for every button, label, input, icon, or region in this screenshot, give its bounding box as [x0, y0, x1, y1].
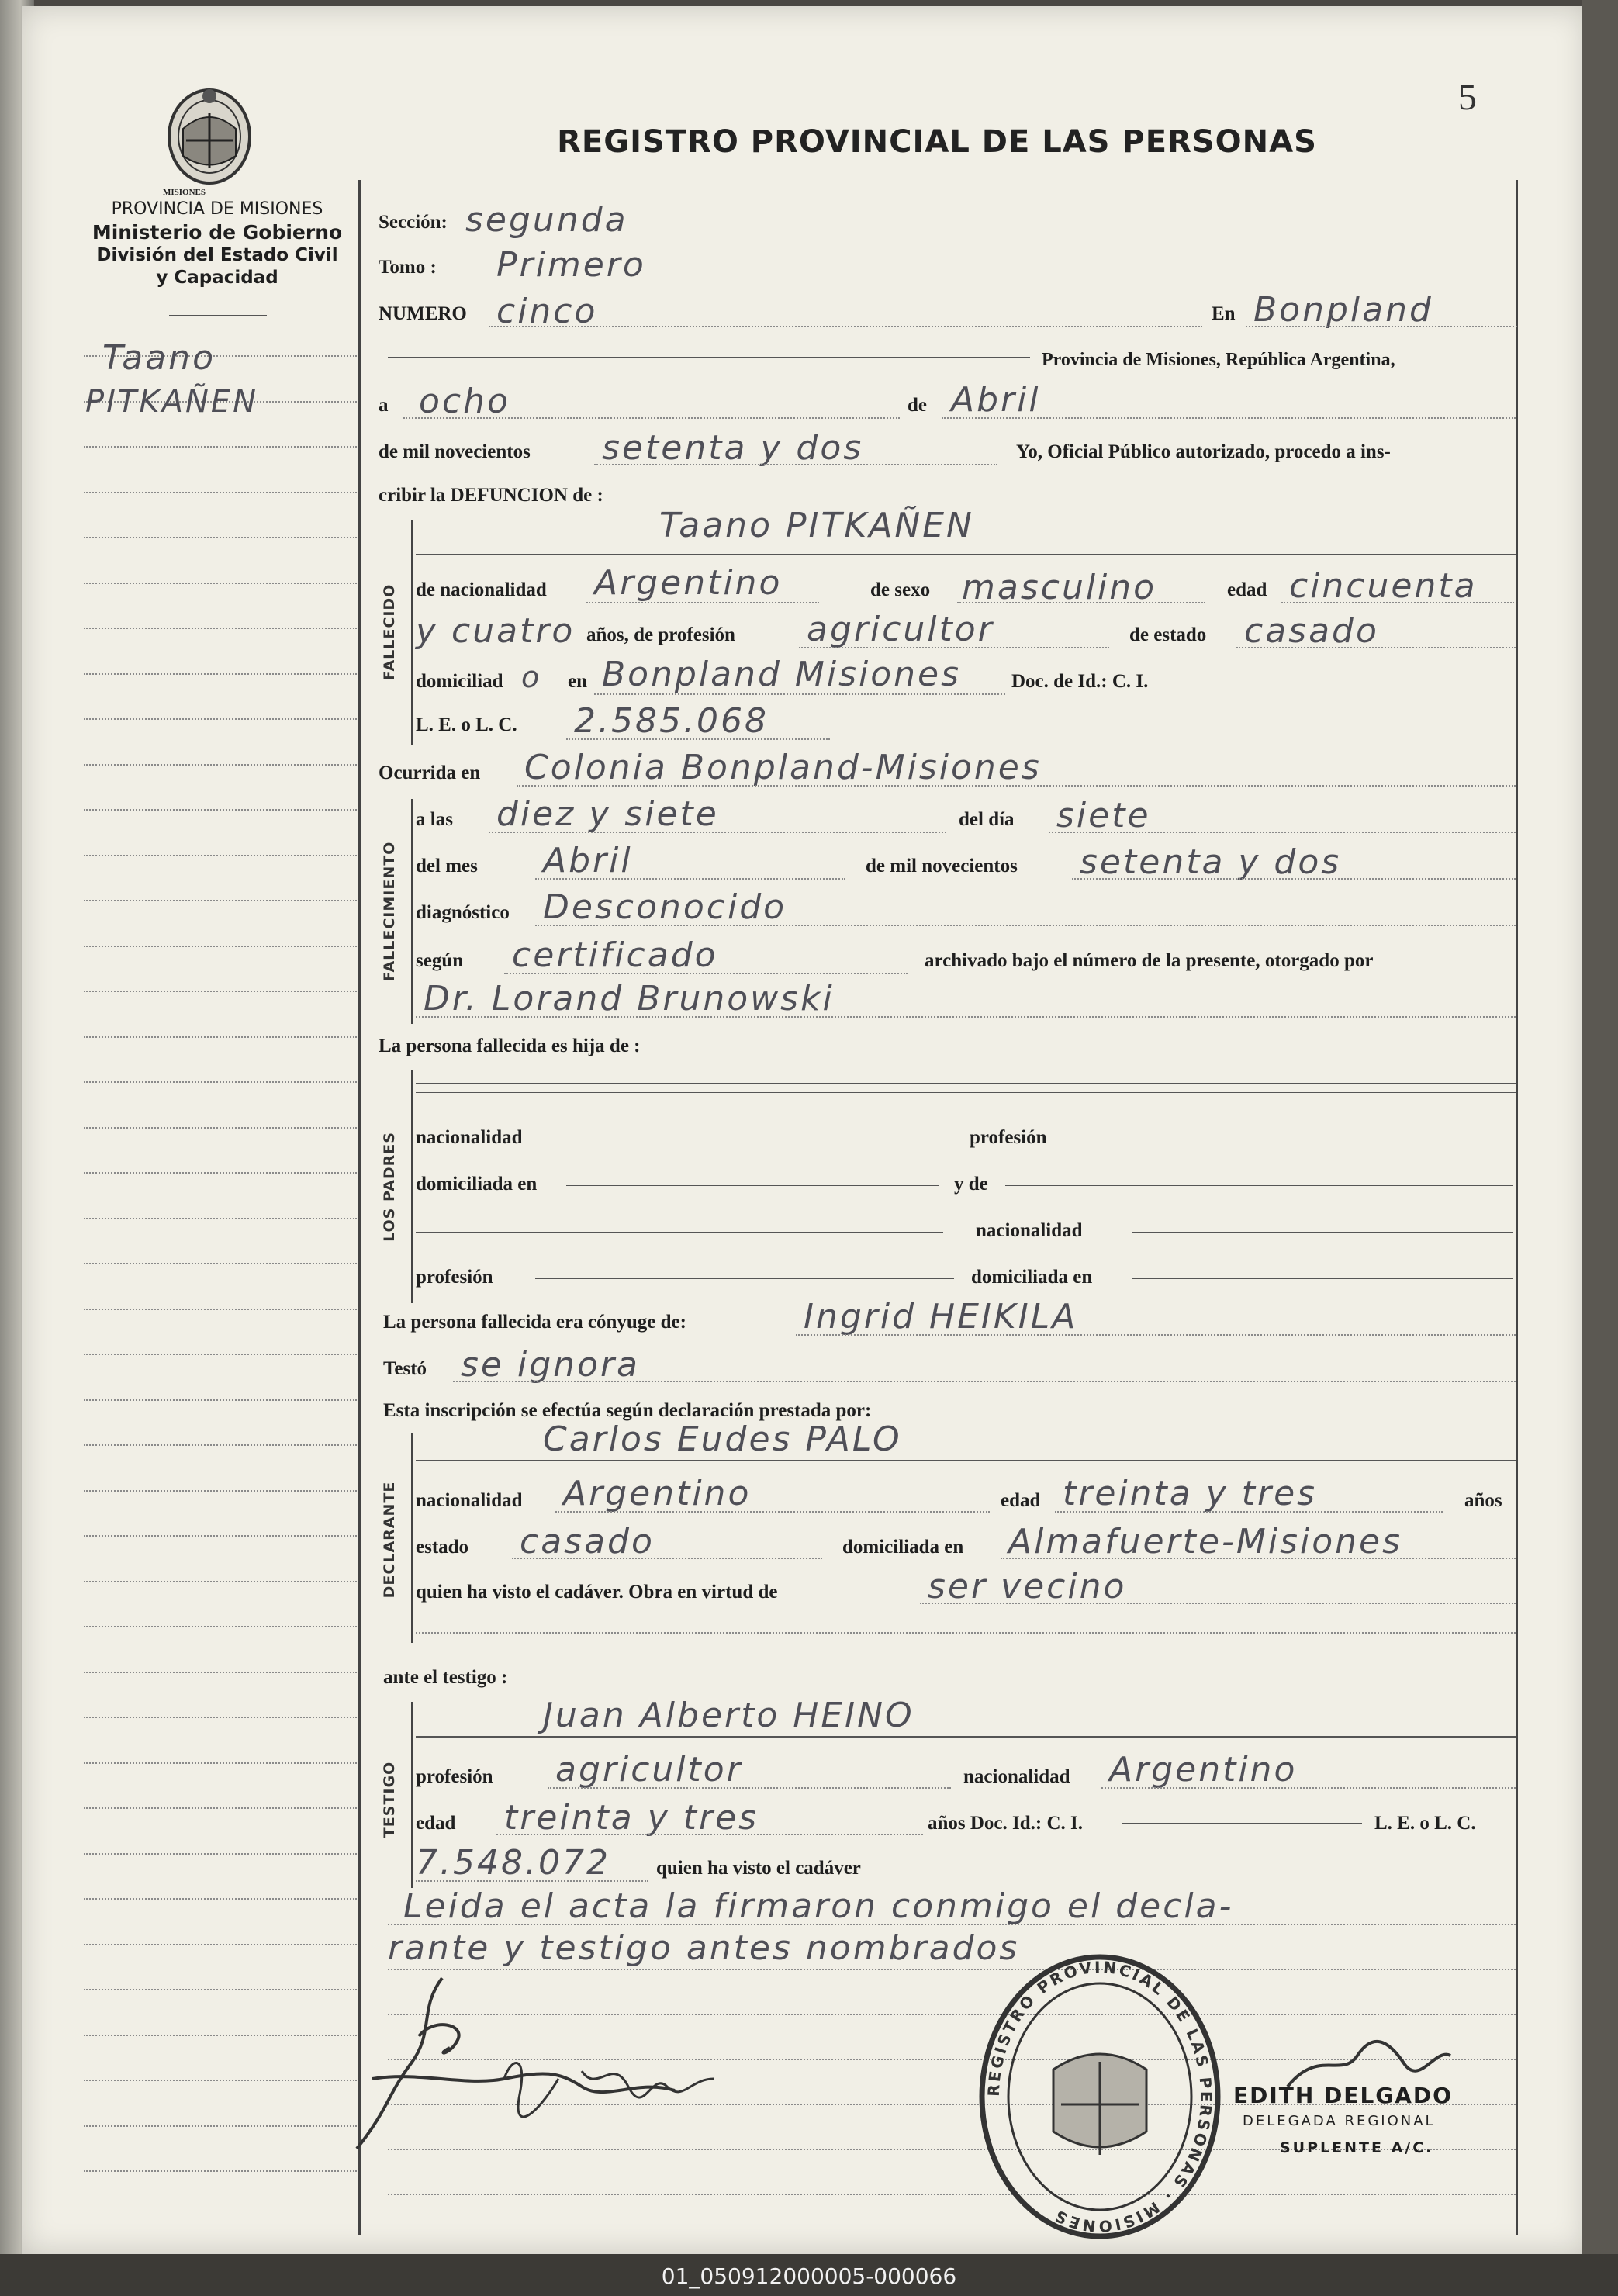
- declarante-bracket: [411, 1433, 413, 1643]
- anos-profesion-label: años, de profesión: [586, 624, 735, 645]
- official-role-2: SUPLENTE A/C.: [1280, 2139, 1434, 2156]
- provincial-crest-icon: [160, 82, 259, 191]
- del-mes-label: del mes: [416, 856, 478, 877]
- le-lc-2-label: L. E. o L. C.: [1374, 1813, 1476, 1834]
- dia-value: ocho: [419, 382, 510, 421]
- test-nacionalidad-label: nacionalidad: [963, 1766, 1070, 1787]
- en-label-2: en: [568, 671, 587, 692]
- edad-label: edad: [1227, 579, 1267, 600]
- test-nacionalidad-value: Argentino: [1109, 1750, 1298, 1789]
- cribir-label: cribir la DEFUNCION de :: [379, 485, 603, 506]
- medico-value: Dr. Lorand Brunowski: [424, 979, 835, 1018]
- padres-domiciliada-label: domiciliada en: [416, 1174, 538, 1195]
- margin-divider: [358, 180, 361, 2235]
- testigo-name: Juan Alberto HEINO: [543, 1696, 914, 1735]
- right-border: [1516, 180, 1518, 2235]
- decl-nacionalidad-value: Argentino: [563, 1474, 752, 1513]
- estado-line: [1236, 647, 1516, 648]
- margin-ruled-line: [84, 1807, 357, 1809]
- sexo-line: [957, 602, 1205, 603]
- dia-fallec-value: siete: [1056, 796, 1151, 835]
- margin-ruled-line: [84, 1309, 357, 1310]
- y-de-line: [1005, 1185, 1513, 1186]
- margin-ruled-line: [84, 1626, 357, 1627]
- crest-label: MISIONES: [163, 188, 206, 197]
- nacionalidad-line: [586, 602, 819, 603]
- de-label: de: [908, 395, 927, 416]
- padres-domiciliada-2-line: [1132, 1278, 1513, 1279]
- test-le-line: [416, 1880, 648, 1882]
- decl-edad-line: [1055, 1511, 1443, 1513]
- fallecimiento-caption: FALLECIMIENTO: [381, 841, 398, 982]
- estado-label: de estado: [1129, 624, 1207, 645]
- quien-visto-2-label: quien ha visto el cadáver: [656, 1858, 861, 1879]
- le-lc-value: 2.585.068: [574, 701, 769, 741]
- inscripcion-label: Esta inscripción se efectúa según declaración prestada por:: [383, 1400, 872, 1421]
- diagnostico-line: [535, 925, 1516, 926]
- ministry-line-1: PROVINCIA DE MISIONES: [111, 199, 323, 219]
- domicilio-value: Bonpland Misiones: [602, 655, 962, 694]
- testo-label: Testó: [383, 1358, 427, 1379]
- de-mil-label: de mil novecientos: [379, 441, 531, 462]
- margin-ruled-line: [84, 673, 357, 675]
- conyuge-label: La persona fallecida era cónyuge de:: [383, 1312, 686, 1333]
- anos-label: años: [1464, 1490, 1502, 1511]
- decl-estado-value: casado: [520, 1522, 655, 1561]
- declarante-name-line: [416, 1460, 1516, 1461]
- official-name: EDITH DELGADO: [1233, 2083, 1453, 2108]
- witness-signatures-icon: [326, 1962, 760, 2156]
- margin-ruled-line: [84, 1535, 357, 1537]
- margin-name-line-2: PITKAÑEN: [85, 384, 259, 420]
- margin-ruled-line: [84, 1717, 357, 1718]
- provincia-label: Provincia de Misiones, República Argentina,: [1042, 350, 1395, 370]
- padres-domiciliada-line: [566, 1185, 939, 1186]
- a-las-label: a las: [416, 809, 453, 830]
- domiciliado-label: domiciliad: [416, 671, 503, 692]
- anio-fallec-line: [1072, 878, 1516, 880]
- margin-ruled-line: [84, 492, 357, 493]
- margin-name-line-1: Taano: [102, 338, 216, 378]
- decl-estado-label: estado: [416, 1537, 469, 1558]
- ante-testigo-label: ante el testigo :: [383, 1667, 508, 1688]
- test-profesion-value: agricultor: [555, 1750, 743, 1789]
- ocurrida-label: Ocurrida en: [379, 762, 481, 783]
- dia-line: [403, 417, 900, 419]
- document-title: REGISTRO PROVINCIAL DE LAS PERSONAS: [557, 124, 1317, 160]
- padres-nacionalidad-label: nacionalidad: [416, 1127, 523, 1148]
- fallecido-caption: FALLECIDO: [381, 583, 398, 681]
- dia-fallec-line: [1049, 832, 1516, 833]
- margin-ruled-line: [84, 1127, 357, 1129]
- margin-ruled-line: [84, 1036, 357, 1038]
- medico-line: [416, 1016, 1516, 1018]
- anio-value: setenta y dos: [602, 428, 864, 468]
- diagnostico-label: diagnóstico: [416, 902, 510, 923]
- test-edad-value: treinta y tres: [504, 1798, 759, 1838]
- margin-ruled-line: [84, 2035, 357, 2036]
- archivado-label: archivado bajo el número de la presente, otorgado por: [925, 950, 1374, 971]
- fallecimiento-bracket: [411, 799, 413, 1024]
- margin-ruled-line: [84, 1172, 357, 1174]
- margin-ruled-line: [84, 1672, 357, 1673]
- test-profesion-line: [548, 1787, 951, 1789]
- en-label: En: [1212, 303, 1236, 324]
- margin-ruled-line: [84, 764, 357, 766]
- margin-ruled-line: [84, 1989, 357, 1990]
- padres-caption: LOS PADRES: [381, 1132, 398, 1242]
- ocurrida-line: [517, 785, 1516, 787]
- profesion-value: agricultor: [807, 610, 994, 649]
- decl-domicilio-value: Almafuerte-Misiones: [1008, 1522, 1403, 1561]
- numero-value: cinco: [496, 292, 598, 331]
- declarante-caption: DECLARANTE: [381, 1481, 398, 1599]
- margin-ruled-line: [84, 1898, 357, 1900]
- ministry-line-2: Ministerio de Gobierno: [92, 220, 343, 244]
- padre-name-line-2: [416, 1092, 1516, 1093]
- anio-fallec-value: setenta y dos: [1080, 842, 1342, 882]
- margin-ruled-line: [84, 809, 357, 811]
- margin-ruled-line: [84, 718, 357, 720]
- margin-ruled-line: [84, 1944, 357, 1945]
- note-line-1: Leida el acta la firmaron conmigo el decla-: [403, 1886, 1234, 1926]
- doc-id-label: Doc. de Id.: C. I.: [1011, 671, 1149, 692]
- margin-ruled-line: [84, 1399, 357, 1401]
- decl-nacionalidad-line: [555, 1511, 990, 1513]
- mes-value: Abril: [951, 380, 1041, 420]
- margin-ruled-line: [84, 991, 357, 992]
- declarante-name: Carlos Eudes PALO: [543, 1419, 902, 1459]
- margin-ruled-line: [84, 628, 357, 629]
- y-de-label: y de: [954, 1174, 988, 1195]
- ministry-line-4: y Capacidad: [156, 267, 278, 288]
- margin-ruled-line: [84, 2080, 357, 2081]
- note-line-2: rante y testigo antes nombrados: [388, 1928, 1020, 1968]
- margin-ruled-line: [84, 946, 357, 947]
- nacionalidad-value: Argentino: [594, 563, 783, 603]
- anio-line: [594, 464, 997, 465]
- fallecido-name-line: [416, 554, 1516, 555]
- margin-ruled-line: [84, 446, 357, 448]
- mes-line: [942, 417, 1516, 419]
- test-profesion-label: profesión: [416, 1766, 493, 1787]
- margin-ruled-line: [84, 2170, 357, 2172]
- ministry-heading: [70, 199, 365, 289]
- sexo-label: de sexo: [870, 579, 931, 600]
- padre-name-line-1: [416, 1083, 1516, 1084]
- padres-profesion-label: profesión: [970, 1127, 1047, 1148]
- del-dia-label: del día: [959, 809, 1015, 830]
- hija-de-label: La persona fallecida es hija de :: [379, 1036, 641, 1056]
- seccion-label: Sección:: [379, 212, 448, 233]
- lugar-line: [1246, 326, 1517, 327]
- fallecido-bracket: [411, 520, 413, 745]
- nacionalidad-label: de nacionalidad: [416, 579, 547, 600]
- mes-fallec-line: [535, 878, 845, 880]
- conyuge-value: Ingrid HEIKILA: [804, 1297, 1078, 1336]
- test-edad-line: [496, 1834, 923, 1835]
- seccion-value: segunda: [465, 200, 628, 240]
- ocurrida-value: Colonia Bonpland-Misiones: [524, 748, 1042, 787]
- quien-visto-label: quien ha visto el cadáver. Obra en virtud de: [416, 1582, 778, 1603]
- margin-ruled-line: [84, 1218, 357, 1219]
- testigo-bracket: [411, 1702, 413, 1888]
- blank-line: [388, 357, 1030, 358]
- test-le-value: 7.548.072: [416, 1843, 610, 1883]
- conyuge-line: [796, 1334, 1516, 1336]
- tomo-label: Tomo :: [379, 257, 437, 278]
- fallecido-name: Taano PITKAÑEN: [659, 506, 974, 545]
- decl-virtud-line: [920, 1603, 1516, 1604]
- note-ruled-line: [388, 2194, 1516, 2195]
- testo-line: [453, 1381, 1516, 1382]
- margin-ruled-line: [84, 1762, 357, 1764]
- padres-nacionalidad-2-label: nacionalidad: [976, 1220, 1083, 1241]
- ministry-line-3: División del Estado Civil: [96, 244, 338, 265]
- hora-line: [489, 832, 946, 833]
- ministry-underline: [169, 315, 267, 316]
- diagnostico-value: Desconocido: [543, 887, 787, 927]
- edad-line: [1281, 602, 1514, 603]
- file-id-label: 01_050912000005-000066: [661, 2263, 957, 2289]
- margin-ruled-line: [84, 1853, 357, 1855]
- estado-value: casado: [1244, 611, 1379, 651]
- margin-ruled-line: [84, 1490, 357, 1492]
- sexo-value: masculino: [962, 568, 1157, 607]
- official-role-1: DELEGADA REGIONAL: [1243, 2113, 1436, 2129]
- hora-value: diez y siete: [496, 794, 719, 834]
- decl-extra-line: [416, 1632, 1516, 1634]
- padres-profesion-2-label: profesión: [416, 1267, 493, 1288]
- decl-domiciliada-label: domiciliada en: [842, 1537, 964, 1558]
- margin-ruled-line: [84, 1263, 357, 1264]
- segun-line: [504, 973, 908, 974]
- margin-ruled-line: [84, 1081, 357, 1083]
- numero-label: NUMERO: [379, 303, 467, 324]
- margin-ruled-line: [84, 583, 357, 584]
- testo-value: se ignora: [461, 1345, 640, 1385]
- padres-nacionalidad-2-line: [1132, 1232, 1513, 1233]
- testigo-caption: TESTIGO: [381, 1761, 398, 1838]
- le-lc-line: [566, 738, 830, 740]
- margin-ruled-line: [84, 1354, 357, 1355]
- cover-edge: [1582, 0, 1618, 2296]
- official-seal-icon: [968, 1945, 1232, 2248]
- testigo-name-line: [416, 1736, 1516, 1738]
- test-edad-label: edad: [416, 1813, 456, 1834]
- domiciliado-suffix: o: [521, 660, 542, 694]
- decl-edad-value: treinta y tres: [1063, 1474, 1318, 1513]
- margin-ruled-line: [84, 2125, 357, 2127]
- test-nacionalidad-line: [1101, 1787, 1516, 1789]
- tomo-value: Primero: [496, 245, 646, 285]
- mes-fallec-value: Abril: [543, 841, 633, 880]
- lugar-value: Bonpland: [1253, 290, 1433, 330]
- margin-ruled-line: [84, 537, 357, 538]
- a-label: a: [379, 395, 389, 416]
- edad-value-2: y cuatro: [416, 611, 576, 651]
- padres-bracket: [411, 1070, 413, 1303]
- anos-doc-label: años Doc. Id.: C. I.: [928, 1813, 1084, 1834]
- decl-estado-line: [512, 1558, 822, 1559]
- margin-ruled-line: [84, 1444, 357, 1446]
- decl-domicilio-line: [1001, 1558, 1516, 1559]
- domicilio-line: [594, 693, 1005, 695]
- margin-ruled-line: [84, 1581, 357, 1582]
- madre-blank-line: [416, 1232, 943, 1233]
- yo-oficial-label: Yo, Oficial Público autorizado, procedo a ins-: [1016, 441, 1391, 462]
- margin-ruled-line: [84, 855, 357, 856]
- margin-ruled-line: [84, 900, 357, 901]
- numero-line: [489, 326, 1202, 327]
- seal-text: REGISTRO PROVINCIAL DE LAS PERSONAS · MISIONES: [984, 1957, 1216, 2236]
- padres-profesion-2-line: [535, 1278, 954, 1279]
- decl-virtud-value: ser vecino: [928, 1567, 1127, 1606]
- de-mil-2-label: de mil novecientos: [866, 856, 1018, 877]
- edad-value: cincuenta: [1289, 566, 1478, 606]
- decl-nacionalidad-label: nacionalidad: [416, 1490, 523, 1511]
- decl-edad-label: edad: [1001, 1490, 1041, 1511]
- le-lc-label: L. E. o L. C.: [416, 714, 517, 735]
- page-number: 5: [1458, 77, 1477, 118]
- segun-value: certificado: [512, 935, 718, 975]
- segun-label: según: [416, 950, 464, 971]
- test-ci-line: [1122, 1823, 1362, 1824]
- profesion-line: [799, 647, 1109, 648]
- padres-domiciliada-2-label: domiciliada en: [971, 1267, 1093, 1288]
